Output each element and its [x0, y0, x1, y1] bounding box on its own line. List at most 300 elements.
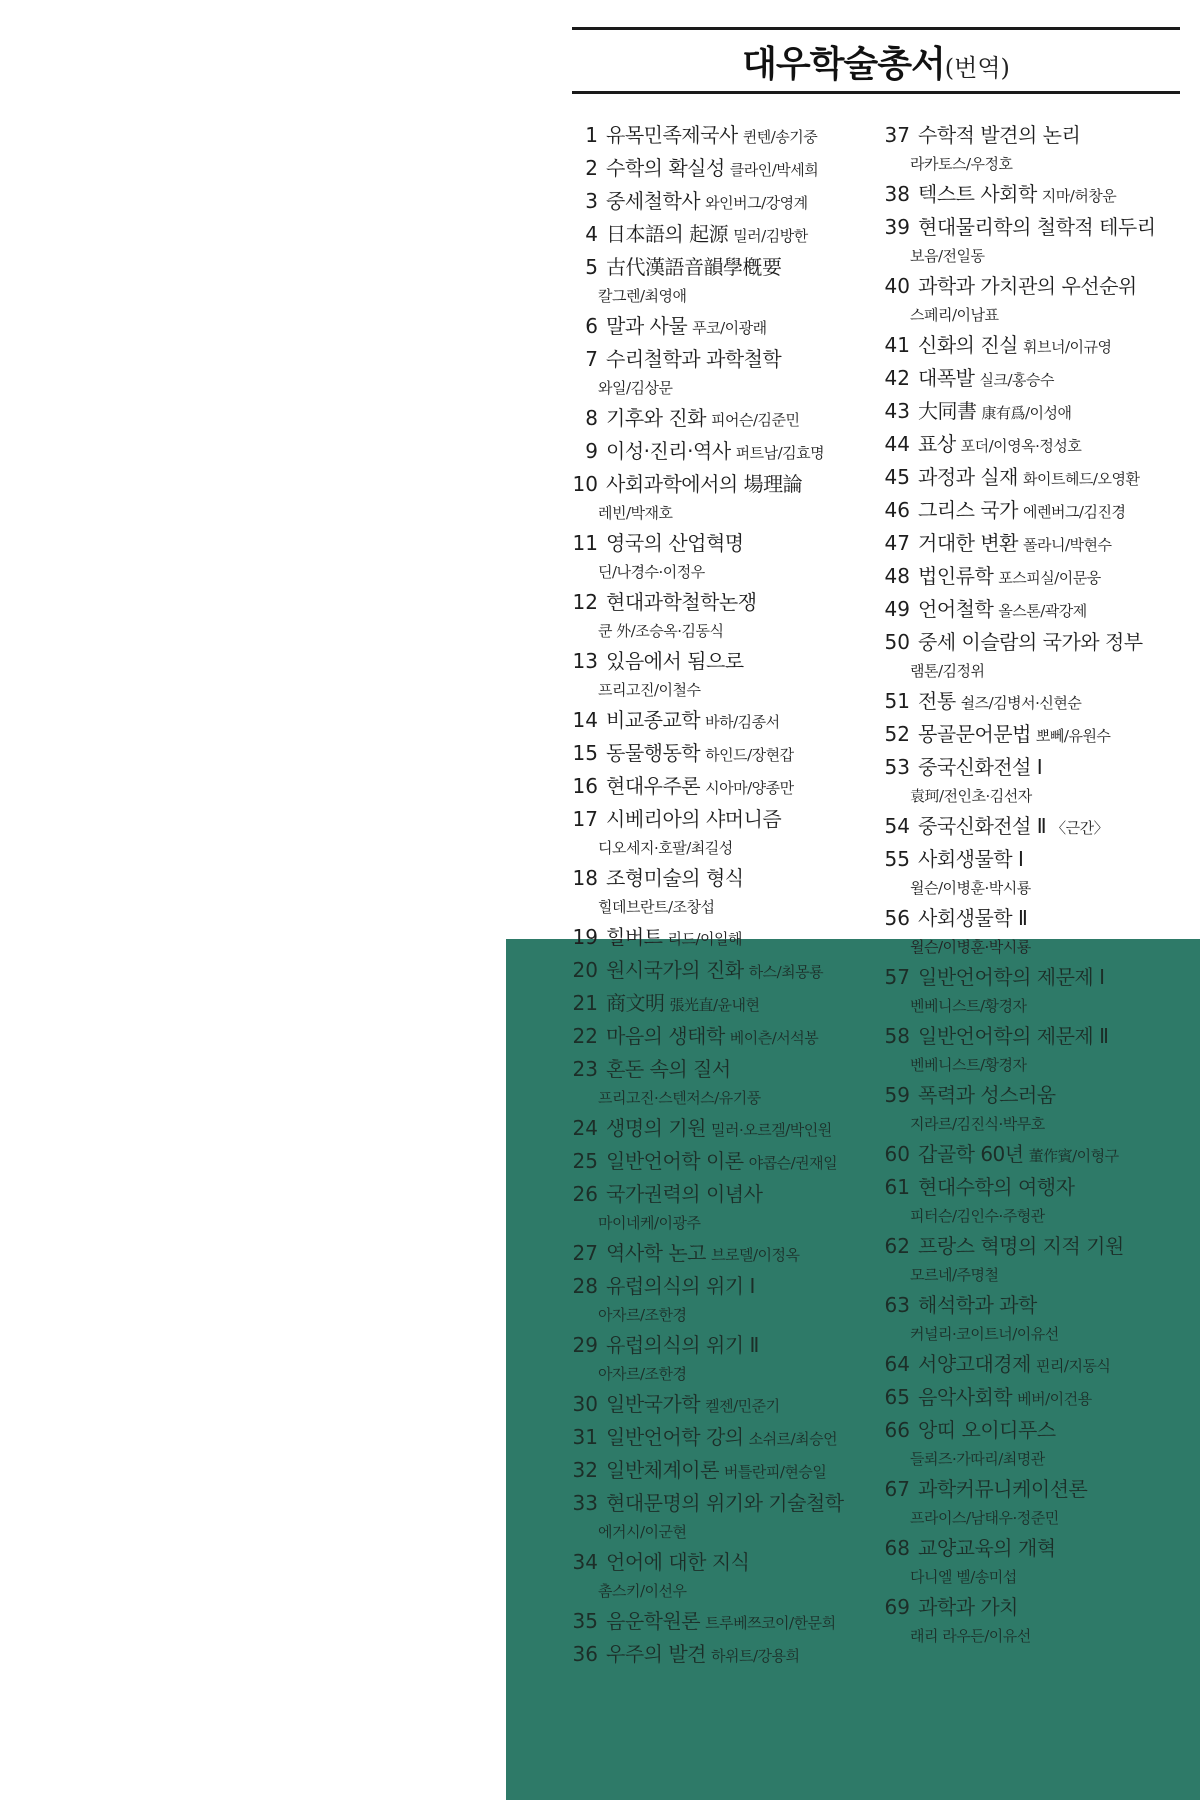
- book-item: [880, 428, 1190, 461]
- book-author: 지라르/김진식·박무호: [910, 1115, 1045, 1133]
- book-title: 거대한 변환: [918, 531, 1018, 555]
- book-author: 지마/허창운: [1041, 187, 1117, 205]
- book-title: 갑골학 60년: [918, 1142, 1024, 1166]
- book-author: 스페리/이남표: [910, 306, 999, 324]
- book-title: 현대우주론: [606, 774, 701, 798]
- book-list-right-column: [880, 119, 1190, 1650]
- book-item: [568, 921, 868, 954]
- book-author: 켈젠/민준기: [705, 1397, 780, 1415]
- book-title-line: [880, 560, 1190, 593]
- book-author: 뽀뻬/유원수: [1035, 727, 1111, 745]
- book-number: 66: [884, 1418, 910, 1442]
- book-author: 프리고진/이철수: [598, 681, 701, 699]
- book-number: 27: [572, 1241, 598, 1265]
- series-title-main: 대우학술총서: [742, 44, 945, 85]
- book-title: 유럽의식의 위기 Ⅰ: [606, 1274, 755, 1298]
- book-title: 마음의 생태학: [606, 1024, 725, 1048]
- book-number: 49: [884, 597, 910, 621]
- book-author: 피어슨/김준민: [710, 411, 800, 429]
- book-title-line: [568, 402, 868, 435]
- book-title: 혼돈 속의 질서: [606, 1057, 731, 1081]
- book-number: 63: [884, 1293, 910, 1317]
- book-title-line: [568, 1546, 868, 1579]
- book-item: [568, 119, 868, 152]
- book-number: 11: [572, 531, 598, 555]
- book-item: [880, 461, 1190, 494]
- book-title-line: [568, 862, 868, 895]
- book-number: 23: [572, 1057, 598, 1081]
- book-title: 원시국가의 진화: [606, 958, 744, 982]
- book-author: 아자르/조한경: [598, 1365, 687, 1383]
- book-number: 44: [884, 432, 910, 456]
- book-author: 벤베니스트/황경자: [910, 997, 1027, 1015]
- book-number: 28: [572, 1274, 598, 1298]
- book-title-line: [568, 119, 868, 152]
- book-title: 과학과 가치관의 우선순위: [918, 274, 1137, 298]
- book-item: [880, 178, 1190, 211]
- book-title: 힐버트: [606, 925, 663, 949]
- book-title: 언어철학: [918, 597, 994, 621]
- book-title-line: [880, 843, 1190, 876]
- book-title: 중국신화전설 Ⅱ: [918, 814, 1047, 838]
- book-title-line: [880, 751, 1190, 784]
- book-title-line: [568, 954, 868, 987]
- book-item: [880, 1171, 1190, 1228]
- book-item: [568, 1421, 868, 1454]
- book-author: 모르네/주명철: [910, 1266, 999, 1284]
- book-item: [568, 770, 868, 803]
- book-author: 브로델/이정옥: [710, 1246, 800, 1264]
- book-number: 47: [884, 531, 910, 555]
- book-number: 29: [572, 1333, 598, 1357]
- book-item: [880, 1138, 1190, 1171]
- book-author: 포더/이영옥·정성호: [960, 437, 1082, 455]
- book-item: [880, 810, 1190, 843]
- book-number: 61: [884, 1175, 910, 1199]
- book-title: 말과 사물: [606, 314, 688, 338]
- book-item: [568, 803, 868, 860]
- book-author: 라카토스/우정호: [910, 155, 1013, 173]
- book-item: [880, 1532, 1190, 1589]
- book-title: 대폭발: [918, 366, 975, 390]
- book-title-line: [880, 961, 1190, 994]
- book-title: 과학커뮤니케이션론: [918, 1477, 1088, 1501]
- book-title-line: [880, 461, 1190, 494]
- book-author: 핀리/지동식: [1035, 1357, 1111, 1375]
- book-title-line: [568, 1454, 868, 1487]
- book-number: 50: [884, 630, 910, 654]
- book-title: 중세 이슬람의 국가와 정부: [918, 630, 1143, 654]
- book-author: 시아마/양종만: [705, 779, 794, 797]
- book-title: 유목민족제국사: [606, 123, 738, 147]
- book-item: [568, 1487, 868, 1544]
- book-title: 현대문명의 위기와 기술철학: [606, 1491, 844, 1515]
- book-item: [880, 362, 1190, 395]
- book-item: [568, 645, 868, 702]
- book-item: [568, 954, 868, 987]
- book-item: [880, 1591, 1190, 1648]
- book-title-line: [568, 1329, 868, 1362]
- book-item: [568, 1237, 868, 1270]
- book-title-line: [568, 218, 868, 251]
- book-title: 일반언어학 강의: [606, 1425, 744, 1449]
- book-author: 딘/나경수·이정우: [598, 563, 705, 581]
- book-title: 있음에서 됨으로: [606, 649, 744, 673]
- book-item: [880, 1230, 1190, 1287]
- book-number: 8: [585, 406, 598, 430]
- book-number: 35: [572, 1609, 598, 1633]
- book-number: 43: [884, 399, 910, 423]
- book-author: 프리고진·스텐저스/유기풍: [598, 1089, 761, 1107]
- book-item: [880, 902, 1190, 959]
- book-title-line: [568, 1605, 868, 1638]
- book-item: [568, 1020, 868, 1053]
- book-number: 48: [884, 564, 910, 588]
- book-title: 중국신화전설 Ⅰ: [918, 755, 1043, 779]
- book-number: 32: [572, 1458, 598, 1482]
- book-item: [880, 395, 1190, 428]
- book-number: 38: [884, 182, 910, 206]
- book-title: 수학적 발견의 논리: [918, 123, 1081, 147]
- book-item: [568, 343, 868, 400]
- book-item: [568, 152, 868, 185]
- book-number: 13: [572, 649, 598, 673]
- header-rule-top: [572, 27, 1180, 30]
- book-title-line: [880, 119, 1190, 152]
- book-title-line: [880, 810, 1190, 843]
- book-number: 19: [572, 925, 598, 949]
- book-title: 음악사회학: [918, 1385, 1013, 1409]
- book-item: [880, 593, 1190, 626]
- book-title-line: [568, 1421, 868, 1454]
- book-title-line: [880, 270, 1190, 303]
- book-author: 하인드/장현갑: [705, 746, 794, 764]
- book-author: 바하/김종서: [705, 713, 780, 731]
- book-number: 46: [884, 498, 910, 522]
- book-title: 언어에 대한 지식: [606, 1550, 750, 1574]
- book-author: 트루베쯔코이/한문희: [705, 1614, 836, 1632]
- book-title-line: [880, 527, 1190, 560]
- book-author: 하위트/강용희: [710, 1647, 800, 1665]
- book-author: 밀러·오르겔/박인원: [710, 1121, 832, 1139]
- book-number: 51: [884, 689, 910, 713]
- book-number: 57: [884, 965, 910, 989]
- book-title-line: [880, 329, 1190, 362]
- book-title: 법인류학: [918, 564, 994, 588]
- book-item: [568, 310, 868, 343]
- book-author: 프라이스/남태우·정준민: [910, 1509, 1059, 1527]
- book-item: [568, 1178, 868, 1235]
- book-item: [568, 1329, 868, 1386]
- book-author: 들뢰즈·가따리/최명관: [910, 1450, 1045, 1468]
- book-title-line: [568, 1112, 868, 1145]
- book-title: 과정과 실재: [918, 465, 1018, 489]
- book-title: 중세철학사: [606, 189, 701, 213]
- book-title-line: [568, 803, 868, 836]
- book-item: [568, 1053, 868, 1110]
- book-list-left-column: [568, 119, 868, 1671]
- book-item: [880, 1414, 1190, 1471]
- book-number: 65: [884, 1385, 910, 1409]
- book-author: 화이트헤드/오영환: [1022, 470, 1140, 488]
- book-title-line: [880, 1591, 1190, 1624]
- book-title: 일반언어학의 제문제 Ⅰ: [918, 965, 1105, 989]
- book-item: [568, 737, 868, 770]
- book-title-line: [568, 343, 868, 376]
- book-title-line: [880, 211, 1190, 244]
- book-author: 보음/전일동: [910, 247, 985, 265]
- book-number: 45: [884, 465, 910, 489]
- book-title: 영국의 산업혁명: [606, 531, 744, 555]
- book-title: 일반언어학 이론: [606, 1149, 744, 1173]
- book-number: 41: [884, 333, 910, 357]
- book-title-line: [568, 645, 868, 678]
- book-title: 텍스트 사회학: [918, 182, 1037, 206]
- book-title: 역사학 논고: [606, 1241, 706, 1265]
- book-title-line: [880, 1473, 1190, 1506]
- book-number: 64: [884, 1352, 910, 1376]
- book-title: 음운학원론: [606, 1609, 701, 1633]
- book-number: 12: [572, 590, 598, 614]
- book-title-line: [880, 178, 1190, 211]
- book-author: 폴라니/박현수: [1022, 536, 1112, 554]
- book-title: 과학과 가치: [918, 1595, 1018, 1619]
- book-title: 해석학과 과학: [918, 1293, 1037, 1317]
- book-number: 15: [572, 741, 598, 765]
- book-title: 그리스 국가: [918, 498, 1018, 522]
- book-number: 6: [585, 314, 598, 338]
- book-title-line: [880, 1020, 1190, 1053]
- book-author: 아자르/조한경: [598, 1306, 687, 1324]
- book-number: 34: [572, 1550, 598, 1574]
- book-title: 사회생물학 Ⅱ: [918, 906, 1028, 930]
- book-number: 59: [884, 1083, 910, 1107]
- book-title: 日本語의 起源: [606, 222, 729, 246]
- book-item: [880, 560, 1190, 593]
- book-title-line: [568, 1237, 868, 1270]
- book-author: 포스피실/이문웅: [998, 569, 1101, 587]
- book-author: 윌슨/이병훈·박시룡: [910, 938, 1031, 956]
- book-number: 4: [585, 222, 598, 246]
- book-item: [880, 1381, 1190, 1414]
- book-title: 유럽의식의 위기 Ⅱ: [606, 1333, 759, 1357]
- book-number: 16: [572, 774, 598, 798]
- book-title-line: [568, 704, 868, 737]
- book-item: [880, 843, 1190, 900]
- book-item: [568, 1546, 868, 1603]
- book-item: [568, 402, 868, 435]
- book-title-line: [880, 395, 1190, 428]
- book-title: 몽골문어문법: [918, 722, 1031, 746]
- book-title: 수리철학과 과학철학: [606, 347, 782, 371]
- book-number: 62: [884, 1234, 910, 1258]
- book-title-line: [880, 1532, 1190, 1565]
- book-title: 전통: [918, 689, 956, 713]
- book-item: [880, 751, 1190, 808]
- book-title: 생명의 기원: [606, 1116, 706, 1140]
- book-author: 클라인/박세희: [729, 161, 819, 179]
- book-author: 마이네케/이광주: [598, 1214, 701, 1232]
- book-title-line: [880, 1381, 1190, 1414]
- book-author: 커널리·코이트너/이유선: [910, 1325, 1059, 1343]
- book-title: 일반체계이론: [606, 1458, 719, 1482]
- book-title: 수학의 확실성: [606, 156, 725, 180]
- book-author: 레빈/박재호: [598, 504, 673, 522]
- book-item: [880, 329, 1190, 362]
- book-title-line: [568, 468, 868, 501]
- book-number: 42: [884, 366, 910, 390]
- book-title: 국가권력의 이념사: [606, 1182, 763, 1206]
- book-title-line: [568, 1020, 868, 1053]
- book-title-line: [880, 362, 1190, 395]
- book-title: 신화의 진실: [918, 333, 1018, 357]
- book-number: 17: [572, 807, 598, 831]
- book-author: 에렌버그/김진경: [1022, 503, 1126, 521]
- book-number: 53: [884, 755, 910, 779]
- book-item: [568, 1454, 868, 1487]
- book-title-line: [880, 1289, 1190, 1322]
- book-number: 58: [884, 1024, 910, 1048]
- book-title: 프랑스 혁명의 지적 기원: [918, 1234, 1124, 1258]
- book-number: 40: [884, 274, 910, 298]
- book-title-line: [568, 185, 868, 218]
- book-title-line: [568, 435, 868, 468]
- book-title: 현대물리학의 철학적 테두리: [918, 215, 1156, 239]
- book-author: 에거시/이군현: [598, 1523, 687, 1541]
- book-title: 일반국가학: [606, 1392, 701, 1416]
- book-item: [880, 1473, 1190, 1530]
- book-item: [880, 718, 1190, 751]
- book-author: 래리 라우든/이유선: [910, 1627, 1031, 1645]
- book-item: [568, 1145, 868, 1178]
- book-title: 이성·진리·역사: [606, 439, 731, 463]
- book-title-line: [880, 1079, 1190, 1112]
- book-title-line: [568, 921, 868, 954]
- book-author: 袁珂/전인초·김선자: [910, 787, 1032, 805]
- book-number: 22: [572, 1024, 598, 1048]
- book-item: [568, 1605, 868, 1638]
- book-number: 37: [884, 123, 910, 147]
- book-title-line: [568, 1638, 868, 1671]
- book-item: [568, 468, 868, 525]
- book-item: [880, 494, 1190, 527]
- book-number: 24: [572, 1116, 598, 1140]
- book-title-line: [880, 593, 1190, 626]
- book-number: 9: [585, 439, 598, 463]
- book-author: 쉴즈/김병서·신현순: [960, 694, 1082, 712]
- book-item: [880, 1079, 1190, 1136]
- book-number: 60: [884, 1142, 910, 1166]
- book-item: [568, 586, 868, 643]
- book-author: 윌슨/이병훈·박시룡: [910, 879, 1031, 897]
- book-author: 피터슨/김인수·주형관: [910, 1207, 1045, 1225]
- book-number: 1: [585, 123, 598, 147]
- book-title: 商文明: [606, 991, 665, 1015]
- book-item: [880, 1348, 1190, 1381]
- book-number: 21: [572, 991, 598, 1015]
- book-title-line: [568, 1487, 868, 1520]
- book-title-line: [568, 586, 868, 619]
- book-number: 14: [572, 708, 598, 732]
- book-title: 서양고대경제: [918, 1352, 1031, 1376]
- book-author: 하스/최몽룡: [748, 963, 824, 981]
- book-title-line: [880, 1414, 1190, 1447]
- book-author: 칼그렌/최영애: [598, 287, 687, 305]
- book-title-line: [568, 310, 868, 343]
- book-item: [880, 961, 1190, 1018]
- book-author: 張光直/윤내현: [669, 996, 760, 1014]
- book-title: 사회과학에서의 場理論: [606, 472, 803, 496]
- book-item: [880, 527, 1190, 560]
- book-title: 기후와 진화: [606, 406, 706, 430]
- book-title-line: [568, 1178, 868, 1211]
- book-author: 쿤 外/조승옥·김동식: [598, 622, 724, 640]
- book-title: 古代漢語音韻學槪要: [606, 255, 782, 279]
- book-title-line: [568, 1388, 868, 1421]
- book-title-line: [568, 737, 868, 770]
- book-author: 버틀란피/현승일: [723, 1463, 827, 1481]
- book-author: 康有爲/이성애: [981, 404, 1072, 422]
- book-title-line: [880, 428, 1190, 461]
- book-author: 리드/이일해: [667, 930, 742, 948]
- book-number: 52: [884, 722, 910, 746]
- book-number: 10: [572, 472, 598, 496]
- book-title-line: [880, 1171, 1190, 1204]
- book-author: 와인버그/강영계: [705, 194, 808, 212]
- book-title-line: [568, 152, 868, 185]
- book-item: [880, 119, 1190, 176]
- book-title: 大同書: [918, 399, 977, 423]
- book-title-line: [880, 685, 1190, 718]
- book-number: 30: [572, 1392, 598, 1416]
- book-title-line: [880, 1348, 1190, 1381]
- book-title: 우주의 발견: [606, 1642, 706, 1666]
- book-author: 실크/홍승수: [979, 371, 1054, 389]
- book-title-line: [568, 527, 868, 560]
- book-author: 램톤/김정위: [910, 662, 985, 680]
- book-title: 교양교육의 개혁: [918, 1536, 1056, 1560]
- series-title: [572, 36, 1180, 86]
- book-title: 시베리아의 샤머니즘: [606, 807, 782, 831]
- book-title: 앙띠 오이디푸스: [918, 1418, 1056, 1442]
- book-author: 올스톤/곽강제: [998, 602, 1087, 620]
- book-author: 베이츤/서석봉: [729, 1029, 819, 1047]
- book-number: 3: [585, 189, 598, 213]
- book-number: 67: [884, 1477, 910, 1501]
- book-item: [880, 685, 1190, 718]
- book-number: 26: [572, 1182, 598, 1206]
- series-title-subtitle: (번역): [944, 54, 1010, 82]
- book-author: 푸코/이광래: [692, 319, 767, 337]
- book-title: 사회생물학 Ⅰ: [918, 847, 1024, 871]
- book-item: [568, 704, 868, 737]
- book-item: [568, 527, 868, 584]
- book-number: 31: [572, 1425, 598, 1449]
- book-item: [568, 185, 868, 218]
- book-title: 동물행동학: [606, 741, 701, 765]
- book-number: 2: [585, 156, 598, 180]
- book-author: 퀸텐/송기중: [742, 128, 818, 146]
- book-item: [568, 1112, 868, 1145]
- book-title-line: [880, 1230, 1190, 1263]
- book-item: [568, 435, 868, 468]
- book-item: [880, 1289, 1190, 1346]
- book-author: 〈근간〉: [1051, 819, 1109, 837]
- book-title-line: [568, 1145, 868, 1178]
- book-number: 20: [572, 958, 598, 982]
- book-number: 56: [884, 906, 910, 930]
- book-title: 폭력과 성스러움: [918, 1083, 1056, 1107]
